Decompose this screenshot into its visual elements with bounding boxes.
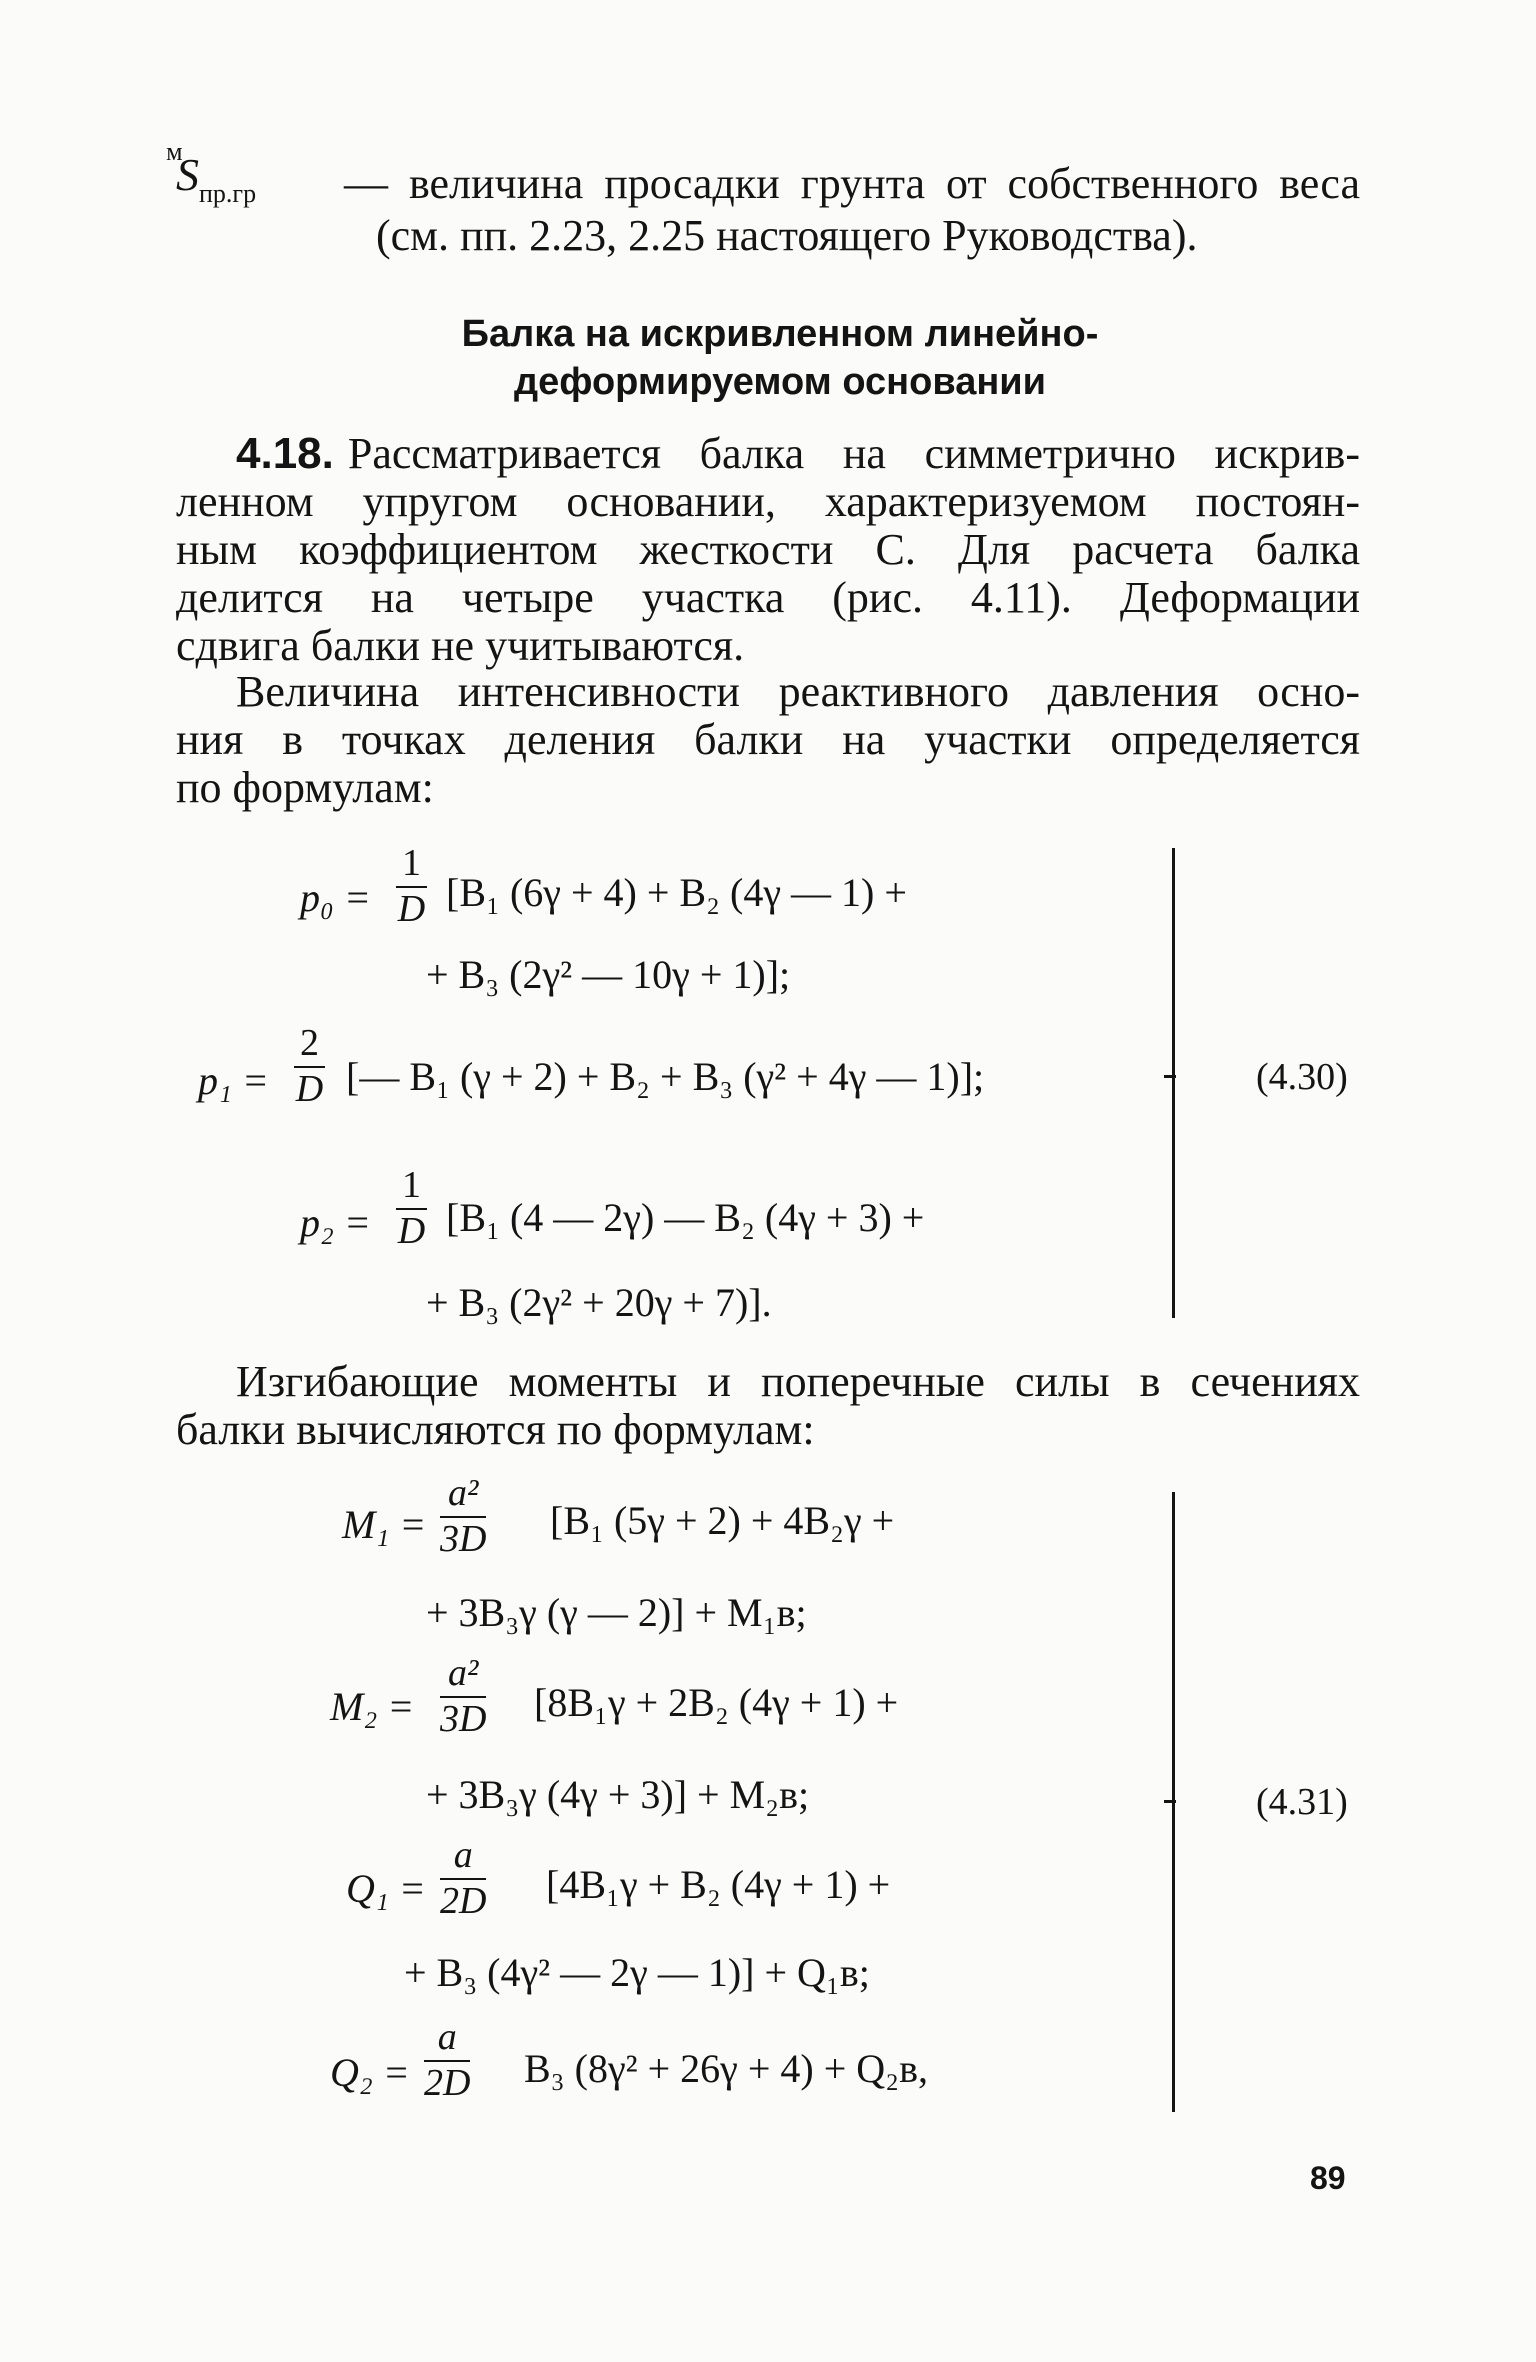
definition-line-2: (см. пп. 2.23, 2.25 настоящего Руководства). xyxy=(376,211,1198,260)
equation-4-30-number: (4.30) xyxy=(1256,1056,1348,1098)
para3-line-1: Изгибающие моменты и поперечные силы в сечениях xyxy=(236,1357,1360,1406)
p2-lhs: p₂ = xyxy=(300,1200,371,1245)
para1-line-3: ным коэффициентом жесткости C. Для расчета балка xyxy=(176,525,1360,574)
m2-line-2: + 3B₃γ (4γ + 3)] + M₂в; xyxy=(426,1772,810,1817)
moments-intro-paragraph xyxy=(176,1358,1360,1454)
p1-lhs: p₁ = xyxy=(198,1058,269,1103)
section-heading-line-1: Балка на искривленном линейно- xyxy=(461,313,1099,355)
page-number: 89 xyxy=(1310,2160,1346,2196)
q2-fraction: $\frac{a}{2D}$ xyxy=(424,2016,471,2104)
q1-lhs: Q₁ = xyxy=(346,1866,426,1911)
definition-line-1: — величина просадки грунта от собственного веса xyxy=(344,159,1360,208)
m1-line-1: [B₁ (5γ + 2) + 4B₂γ + xyxy=(550,1498,895,1543)
para2-line-3: по формулам: xyxy=(176,763,434,812)
section-heading-line-2: деформируемом основании xyxy=(513,361,1047,403)
q2-line-1: B₃ (8γ² + 26γ + 4) + Q₂в, xyxy=(524,2046,929,2091)
q1-line-2: + B₃ (4γ² — 2γ — 1)] + Q₁в; xyxy=(404,1950,870,1995)
definition-symbol: $S_{пр.гр}^м$ xyxy=(166,137,257,208)
q1-line-1: [4B₁γ + B₂ (4γ + 1) + xyxy=(546,1862,891,1907)
para1-line-4: делится на четыре участка (рис. 4.11). Деформации xyxy=(176,573,1360,622)
m2-fraction: $\frac{\text{a²}}{3D}$ xyxy=(440,1652,487,1740)
pressure-intro-paragraph xyxy=(176,668,1360,812)
p0-fraction: $\frac{1}{D}$ xyxy=(397,842,426,930)
m1-line-2: + 3B₃γ (γ — 2)] + M₁в; xyxy=(426,1590,807,1635)
para3-line-2: балки вычисляются по формулам: xyxy=(176,1405,815,1454)
section-number: 4.18. xyxy=(236,429,334,478)
p2-fraction: $\frac{1}{D}$ xyxy=(397,1164,426,1252)
m2-lhs: M₂ = xyxy=(330,1684,415,1729)
p1-fraction: $\frac{2}{D}$ xyxy=(295,1022,324,1110)
para2-line-1: Величина интенсивности реактивного давления осно- xyxy=(236,667,1360,716)
para2-line-2: ния в точках деления балки на участки определяется xyxy=(176,715,1360,764)
q2-lhs: Q₂ = xyxy=(330,2050,410,2095)
equation-4-31-brace-tip xyxy=(1164,1800,1176,1803)
m2-line-1: [8B₁γ + 2B₂ (4γ + 1) + xyxy=(534,1680,899,1725)
equation-4-31-number: (4.31) xyxy=(1256,1781,1348,1823)
para1-line-1: 4.18. Рассматривается балка на симметрично искрив- xyxy=(236,429,1360,478)
q1-fraction: $\frac{a}{2D}$ xyxy=(440,1834,487,1922)
p0-line-1: [B₁ (6γ + 4) + B₂ (4γ — 1) + xyxy=(446,870,907,915)
equation-4-30-brace-tip xyxy=(1164,1075,1176,1078)
p2-line-1: [B₁ (4 — 2γ) — B₂ (4γ + 3) + xyxy=(446,1195,925,1240)
m1-lhs: M₁ = xyxy=(342,1502,427,1547)
para1-line-5: сдвига балки не учитываются. xyxy=(176,621,745,670)
p0-lhs: p₀ = xyxy=(300,875,371,920)
p0-line-2: + B₃ (2γ² — 10γ + 1)]; xyxy=(426,952,791,997)
m1-fraction: $\frac{\text{a²}}{3D}$ xyxy=(440,1472,487,1560)
p2-line-2: + B₃ (2γ² + 20γ + 7)]. xyxy=(426,1280,772,1325)
p1-line-1: [— B₁ (γ + 2) + B₂ + B₃ (γ² + 4γ — 1)]; xyxy=(346,1054,985,1099)
para1-line-2: ленном упругом основании, характеризуемом постоян- xyxy=(176,477,1360,526)
section-4-18-paragraph xyxy=(176,430,1360,670)
equation-4-30-brace xyxy=(1166,848,1175,1318)
